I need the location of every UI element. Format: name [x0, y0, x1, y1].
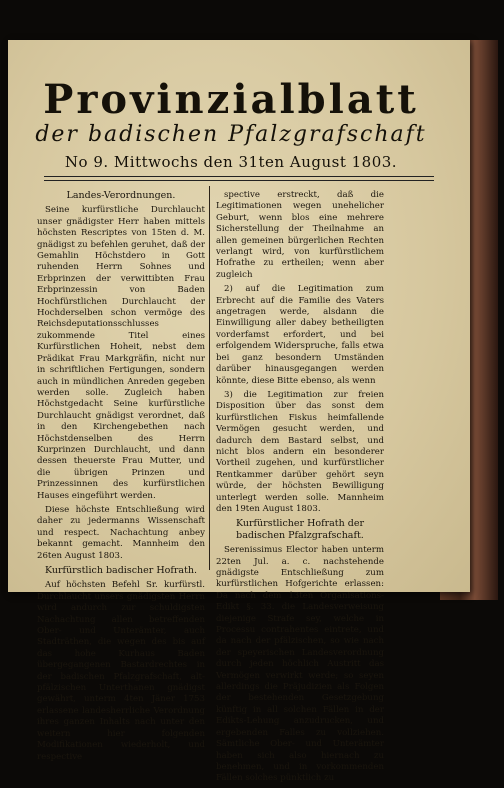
paragraph: 2) auf die Legitimation zum Erbrecht auf die Familie des Vaters angetragen werde, alsdann die Einwilligung aller dabey betheiligten vorderfamst erfordert, und bei erfolgendem Widerspruche, falls etwa bei ganz besondern Umständen darüber hinausgegangen werden könnte, diese Bitte ebenso, als wenn [216, 284, 384, 386]
paragraph: Seine kurfürstliche Durchlaucht unser gnädigster Herr haben mittels höchsten Rescriptes von 15ten d. M. gnädigst zu befehlen geruhet, daß der Gemahlin Höchstdero in Gott ruhenden Herrn Sohnes und Erbprinzen der verwittibten Frau Erbprinzessin von Baden Hochfürstlichen Durchlaucht der Hochderselben schon vermöge des Reichsdeputationsschlusses zukommende Titel eines Kurfürstlichen Hoheit, nebst dem Prädikat Frau Markgräfin, nicht nur in schriftlichen Fertigungen, sondern auch in mündlichen Anreden gegeben werden solle. Zugleich haben Höchstgedacht Seine kurfürstliche Durchlaucht gnädigst verordnet, daß in den Kirchengebethen nach Höchstdenselben des Herrn Kurprinzen Durchlaucht, und dann dessen theuerste Frau Mutter, und die übrigen Prinzen und Prinzessinnen des kurfürstlichen Hauses eingeführt werden. [37, 205, 205, 501]
header-rule-top [44, 176, 434, 177]
paragraph: 3) die Legitimation zur freien Disposition über das sonst dem kurfürstlichen Fiskus heimfallende Vermögen gesucht werden, und dadurch dem Bastard selbst, und nicht blos andern ein besonderer Vortheil zugehen, und kurfürstlicher Rentkammer darüber gehört seyn würde, der höchsten Bewilligung unterlegt werden solle. Mannheim den 19ten August 1803. [216, 389, 384, 514]
right-column [216, 190, 384, 788]
paragraph: Auf höchsten Befehl Sr. kurfürstl. Durchlaucht unsers gnädigsten Herrn wird andurch zur schuldigsten Nachachtung allen betreffenden Ober- und Unterämter, auch Stadträthen, die wegen des bis auf das hohe Kurhaus Baden übergegangenen Bastardrechtes in der badischen Pfalzgrafschaft, alt-pfälzischen Unterthanen gnädigst gewährt, unterm 4ten Jäner 1753 erlassene landesherrliche Verordnung ihres ganzen Inhalts nach unter den weitern hier folgenden Modifikationen wiederholt, und respective [37, 580, 205, 762]
left-column [37, 190, 205, 766]
column-divider [209, 186, 210, 570]
signature-line: Kurfürstlicher Hofrath der badischen Pfalzgrafschaft. [235, 518, 365, 541]
paragraph: Diese höchste Entschließung wird daher zu jedermanns Wissenschaft und respect. Nachachtung anbey bekannt gemacht. Mannheim den 26ten August 1803. [37, 504, 205, 561]
newspaper-subtitle: der badischen Pfalzgrafschaft [35, 122, 427, 147]
issue-line: No 9. Mittwochs den 31ten August 1803. [64, 153, 398, 171]
header-rule-bottom [44, 180, 434, 181]
signature-line: Kurfürstlich badischer Hofrath. [45, 565, 197, 576]
newspaper-title: Provinzialblatt [43, 76, 419, 123]
paragraph: Serenissimus Elector haben unterm 22ten Jul. a. c. nachstehende gnädigste Entschließung zum kurfürstlichen Hofgerichte erlassen: Da nach dem 13ten Organisations-Edikt §. 33. die Landesverweisung diejenige Strafe sey, welche in Processu contrahentes eintrete, und da nach der pfälzischen, so wie nach der speyerischen Landesverordnung durch jeden höchlich Austritt das Vermögen verwirkt werde; so seyen allerdings die Präjudizien als Folgen der bestehenden Gesetzgebung künftig in all solchen Fällen in der Edikts-Lehung anzudrucken, und ergebenden Falles zu vollziehen. Sämtliche Ober- und Unterämter haben sich also hiernach zu benehmen, und in vorkommenden Fällen solches pünktlich zu [216, 545, 384, 784]
paragraph: spective erstreckt, daß die Legitimationen wegen unehelicher Geburt, wenn blos eine mehrere Sicherstellung der Theilnahme an allen gemeinen bürgerlichen Rechten verlangt wird, von kurfürstlichem Hofrathe zu ertheilen; wenn aber zugleich [216, 190, 384, 280]
section-heading: Landes-Verordnungen. [66, 190, 176, 201]
